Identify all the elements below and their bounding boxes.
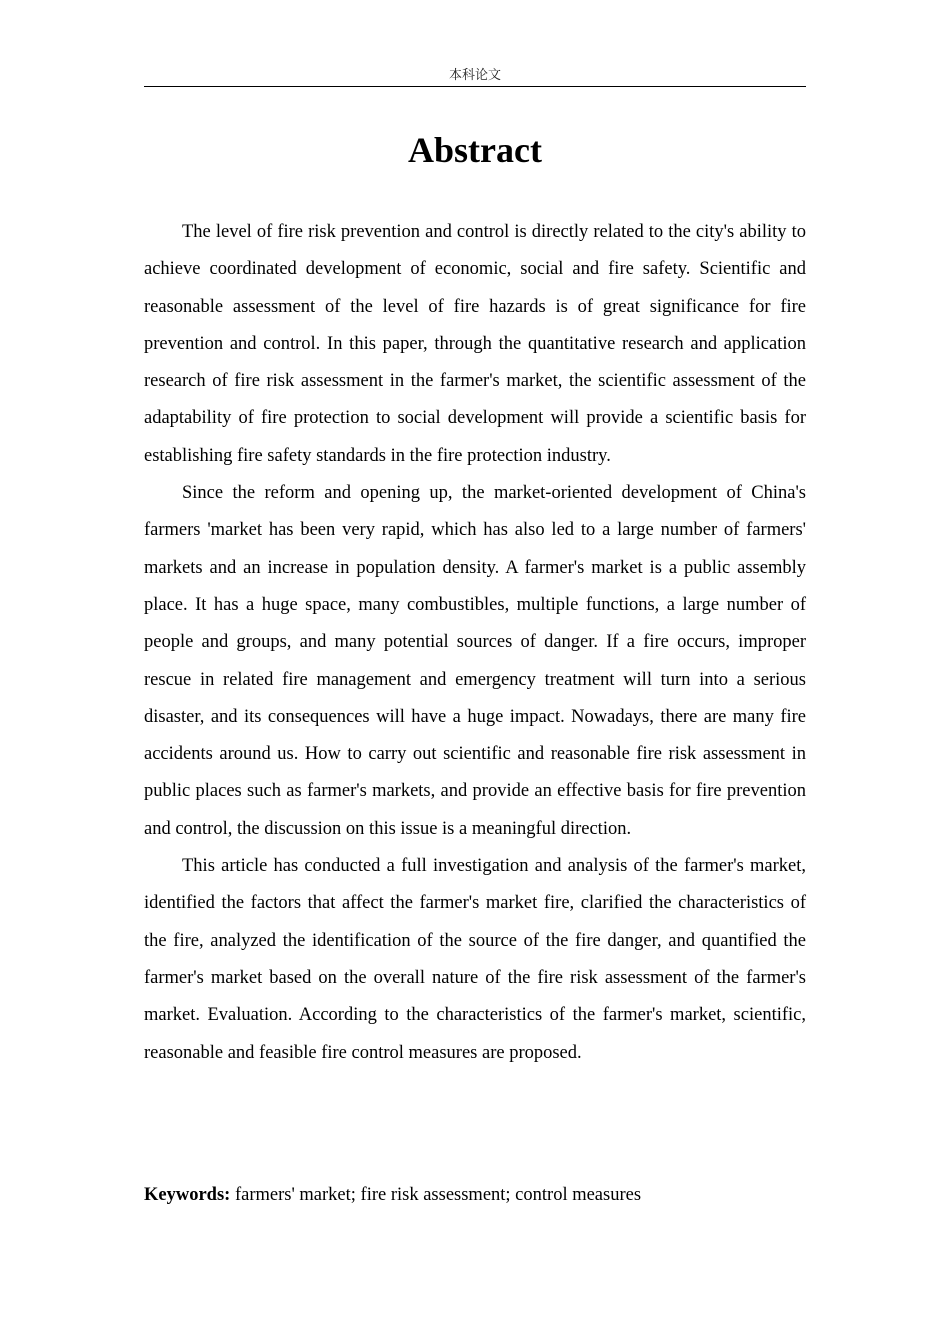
header-text: 本科论文: [448, 68, 501, 83]
abstract-paragraph-3: This article has conducted a full investigation and analysis of the farmer's market, identified the factors that affect the farmer's market fire, clarified the characteristics of the fire, analyzed the identification of the source of the fire danger, and quantified the farmer's market based on the overall nature of the fire risk assessment of the farmer's market. Evaluation. According to the characteristics of the farmer's market, scientific, reasonable and feasible fire control measures are proposed.: [144, 856, 806, 1063]
keywords-line: [144, 1180, 806, 1210]
keywords-text: farmers' market; fire risk assessment; control measures: [230, 1185, 642, 1205]
page-header: [144, 66, 806, 87]
abstract-paragraph-2: Since the reform and opening up, the market-oriented development of China's farmers 'market has been very rapid, which has also led to a large number of farmers' markets and an increase in population density. A farmer's market is a public assembly place. It has a huge space, many combustibles, multiple functions, a large number of people and groups, and many potential sources of danger. If a fire occurs, improper rescue in related fire management and emergency treatment will turn into a serious disaster, and its consequences will have a huge impact. Nowadays, there are many fire accidents around us. How to carry out scientific and reasonable fire risk assessment in public places such as farmer's markets, and provide an effective basis for fire prevention and control, the discussion on this issue is a meaningful direction.: [144, 483, 806, 839]
abstract-body: [144, 214, 806, 1072]
abstract-title: Abstract: [408, 130, 542, 170]
keywords-label: Keywords:: [144, 1185, 231, 1205]
abstract-paragraph-1: The level of fire risk prevention and control is directly related to the city's ability to achieve coordinated development of economic, social and fire safety. Scientific and reasonable assessment of the level of fire hazards is of great significance for fire prevention and control. In this paper, through the quantitative research and application research of fire risk assessment in the farmer's market, the scientific assessment of the adaptability of fire protection to social development will provide a scientific basis for establishing fire safety standards in the fire protection industry.: [144, 222, 806, 466]
